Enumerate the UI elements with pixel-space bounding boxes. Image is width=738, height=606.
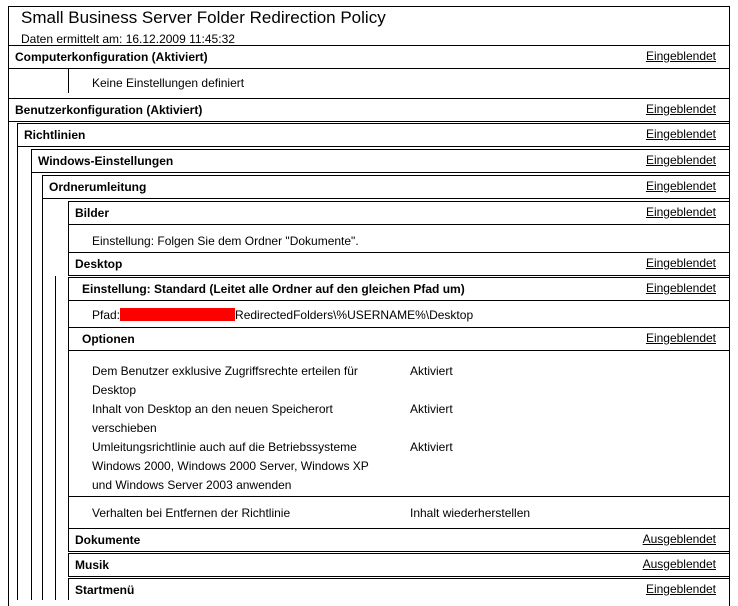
indent-line: [68, 69, 69, 93]
desktop-header: [68, 252, 730, 276]
policies-toggle[interactable]: Eingeblendet: [645, 127, 716, 141]
documents-toggle[interactable]: Ausgeblendet: [642, 532, 716, 546]
option-value: Aktiviert: [410, 402, 453, 416]
desktop-toggle[interactable]: Eingeblendet: [645, 256, 716, 270]
desktop-setting-title: Einstellung: Standard (Leitet alle Ordner auf den gleichen Pfad um): [82, 282, 465, 296]
pictures-setting-text: Einstellung: Folgen Sie dem Ordner "Dokumente".: [92, 234, 359, 248]
divider: [68, 496, 730, 497]
policies-header: [17, 123, 730, 147]
option-label-line: Inhalt von Desktop an den neuen Speicherort: [92, 402, 333, 416]
user-config-title: Benutzerkonfiguration (Aktiviert): [15, 103, 203, 117]
option-row: [92, 400, 333, 438]
desktop-setting-header: [68, 277, 730, 301]
windows-settings-header: [31, 149, 730, 173]
option-value: Aktiviert: [410, 440, 453, 454]
desktop-setting-toggle[interactable]: Eingeblendet: [645, 281, 716, 295]
options-header: [68, 327, 730, 351]
startmenu-toggle[interactable]: Eingeblendet: [645, 582, 716, 596]
indent-line: [68, 351, 69, 528]
option-label-line: Dem Benutzer exklusive Zugriffsrechte erteilen für: [92, 364, 358, 378]
folder-redirection-toggle[interactable]: Eingeblendet: [645, 179, 716, 193]
tree-line: [55, 276, 56, 600]
folder-redirection-title: Ordnerumleitung: [49, 180, 147, 194]
option-label-line: Umleitungsrichtlinie auch auf die Betriebssysteme: [92, 440, 357, 454]
path-suffix: RedirectedFolders\%USERNAME%\Desktop: [235, 308, 474, 322]
user-config-toggle[interactable]: Eingeblendet: [645, 102, 716, 116]
option-label-line: Windows 2000, Windows 2000 Server, Windows XP: [92, 459, 369, 473]
options-toggle[interactable]: Eingeblendet: [645, 331, 716, 345]
indent-line: [68, 225, 69, 253]
pictures-toggle[interactable]: Eingeblendet: [645, 205, 716, 219]
documents-header: [68, 528, 730, 552]
music-header: [68, 553, 730, 577]
tree-line: [42, 199, 43, 600]
tree-line: [31, 173, 32, 600]
computer-config-toggle[interactable]: Eingeblendet: [645, 49, 716, 63]
path-label: Pfad:: [92, 308, 121, 322]
option-row: [92, 362, 358, 400]
music-toggle[interactable]: Ausgeblendet: [642, 557, 716, 571]
option-value: Aktiviert: [410, 364, 453, 378]
desktop-title: Desktop: [75, 257, 123, 271]
option-label-line: Desktop: [92, 383, 137, 397]
startmenu-header: [68, 578, 730, 600]
tree-line: [17, 147, 18, 600]
indent-line: [68, 301, 69, 327]
option-row: [92, 438, 369, 495]
computer-config-header: [8, 45, 730, 69]
redacted-server-path: [120, 308, 235, 321]
windows-settings-toggle[interactable]: Eingeblendet: [645, 153, 716, 167]
report-title: Small Business Server Folder Redirection Policy: [21, 8, 386, 27]
option-label-line: verschieben: [92, 421, 157, 435]
pictures-header: [68, 201, 730, 225]
policies-title: Richtlinien: [24, 128, 86, 142]
option-label-line: und Windows Server 2003 anwenden: [92, 478, 292, 492]
folder-redirection-header: [42, 175, 730, 199]
options-title: Optionen: [82, 332, 135, 346]
removal-behavior-value: Inhalt wiederherstellen: [410, 506, 531, 520]
user-config-header: [8, 98, 730, 122]
music-title: Musik: [75, 558, 110, 572]
computer-config-title: Computerkonfiguration (Aktiviert): [15, 50, 208, 64]
desktop-path: [92, 308, 473, 322]
startmenu-title: Startmenü: [75, 583, 135, 597]
report-generated-date: Daten ermittelt am: 16.12.2009 11:45:32: [21, 32, 235, 46]
documents-title: Dokumente: [75, 533, 141, 547]
windows-settings-title: Windows-Einstellungen: [38, 154, 174, 168]
pictures-title: Bilder: [75, 206, 110, 220]
removal-behavior-label: Verhalten bei Entfernen der Richtlinie: [92, 506, 291, 520]
no-settings-text: Keine Einstellungen definiert: [92, 76, 245, 90]
